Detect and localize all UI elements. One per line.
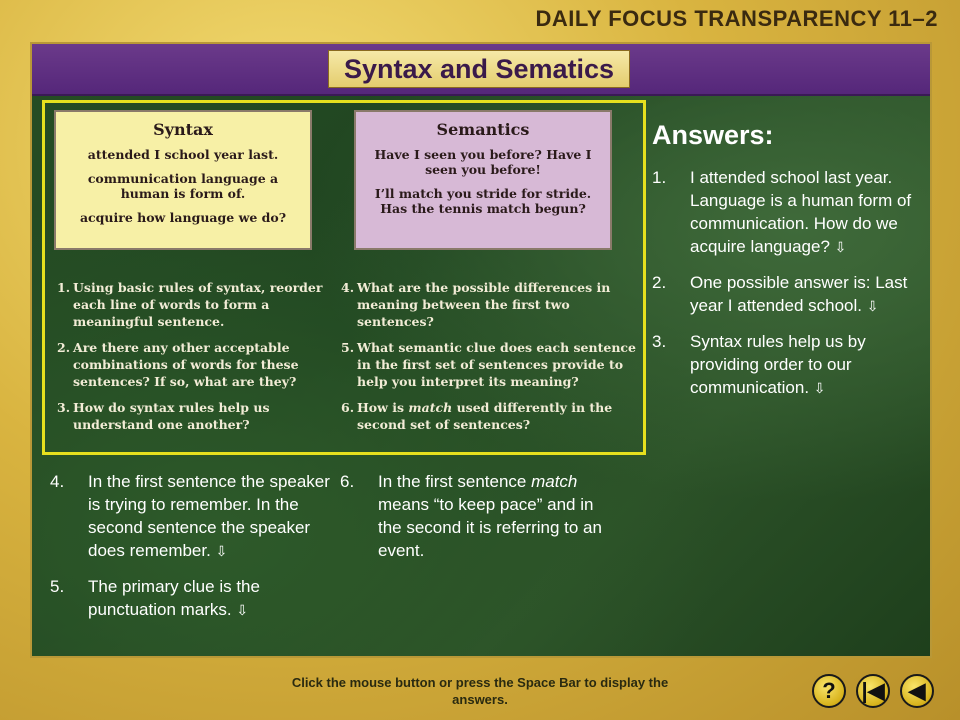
answer-item: [652, 271, 928, 318]
question-item: [57, 279, 335, 330]
syntax-card: [54, 110, 312, 250]
answer-text-part: Syntax rules help us by providing order to our communication.: [690, 332, 866, 397]
question-item: [57, 339, 335, 390]
question-text-part: How is: [357, 400, 409, 415]
answer-item: [652, 330, 928, 400]
question-number: 5.: [341, 340, 355, 355]
question-text: Are there any other acceptable combinations of words for these sentences? If so, what are they?: [73, 340, 299, 389]
question-emphasis: match: [408, 400, 453, 415]
answer-text-part: means “to keep pace” and in the second it is referring to an event.: [378, 495, 602, 560]
down-arrow-icon: ⇩: [813, 380, 826, 396]
answer-number: 3.: [652, 332, 667, 351]
answer-item: [652, 166, 928, 259]
down-arrow-icon: ⇩: [215, 543, 228, 559]
question-number: 1.: [57, 280, 71, 295]
answer-item: [50, 575, 336, 622]
slide-panel: [30, 42, 932, 658]
answer-text-part: In the first sentence: [378, 472, 532, 491]
answer-item: [50, 470, 336, 563]
answers-right-column: [652, 166, 928, 412]
answers-bottom-middle: [340, 470, 620, 574]
answer-text-part: One possible answer is: Last year I attended school.: [690, 273, 908, 315]
question-text: How do syntax rules help us understand one another?: [73, 400, 270, 432]
slide-title: Syntax and Sematics: [328, 50, 630, 88]
question-text-part: used differently in the second set of sentences?: [357, 400, 613, 432]
question-item: [341, 279, 641, 330]
answers-title: Answers:: [652, 120, 774, 150]
answer-number: 4.: [50, 472, 65, 491]
answer-text: [378, 470, 620, 562]
answer-item: [340, 470, 620, 562]
answer-text: [690, 330, 928, 400]
previous-slide-button[interactable]: ◀: [900, 674, 934, 708]
syntax-card-title: Syntax: [153, 120, 213, 139]
down-arrow-icon: ⇩: [236, 602, 249, 618]
question-item: [341, 399, 641, 433]
answer-text: [88, 470, 336, 563]
questions-right: [341, 279, 641, 442]
question-number: 6.: [341, 400, 355, 415]
semantics-card-title: Semantics: [436, 120, 530, 139]
footer-instruction: Click the mouse button or press the Space Bar to display the answers.: [291, 675, 669, 707]
first-slide-button[interactable]: |◀: [856, 674, 890, 708]
header-title: DAILY FOCUS TRANSPARENCY 11–2: [535, 6, 938, 31]
help-button[interactable]: ?: [812, 674, 846, 708]
question-number: 2.: [57, 340, 71, 355]
answer-number: 5.: [50, 577, 65, 596]
answer-text: [88, 575, 336, 622]
syntax-line: attended I school year last.: [87, 147, 279, 162]
down-arrow-icon: ⇩: [866, 298, 879, 314]
semantics-card: [354, 110, 612, 250]
answers-bottom-left: [50, 470, 336, 634]
semantics-line: Have I seen you before? Have I seen you before!: [374, 147, 592, 177]
questions-left: [57, 279, 335, 442]
syntax-line: communication language a human is form of.: [87, 171, 279, 201]
question-item: [57, 399, 335, 433]
question-number: 4.: [341, 280, 355, 295]
answer-text: [690, 166, 928, 259]
answer-number: 6.: [340, 472, 355, 491]
question-text: What are the possible differences in meaning between the first two sentences?: [357, 280, 611, 329]
question-text: [357, 399, 641, 433]
title-band: [32, 44, 930, 96]
answer-text: [690, 271, 928, 318]
question-number: 3.: [57, 400, 71, 415]
answer-text-part: I attended school last year. Language is a human form of communication. How do we acquire language?: [690, 168, 912, 256]
down-arrow-icon: ⇩: [834, 239, 847, 255]
answer-emphasis: match: [531, 472, 578, 491]
answer-number: 2.: [652, 273, 667, 292]
answer-text-part: In the first sentence the speaker is trying to remember. In the second sentence the speaker does remember.: [88, 472, 330, 560]
semantics-line: I’ll match you stride for stride. Has the tennis match begun?: [374, 186, 592, 216]
question-text: Using basic rules of syntax, reorder each line of words to form a meaningful sentence.: [73, 280, 323, 329]
answer-text-part: The primary clue is the punctuation marks.: [88, 577, 260, 619]
syntax-line: acquire how language we do?: [79, 210, 287, 225]
question-text: What semantic clue does each sentence in the first set of sentences provide to help you interpret its meaning?: [357, 340, 636, 389]
worksheet-frame: [42, 100, 646, 455]
question-item: [341, 339, 641, 390]
header-bar: [0, 0, 960, 40]
answer-number: 1.: [652, 168, 667, 187]
